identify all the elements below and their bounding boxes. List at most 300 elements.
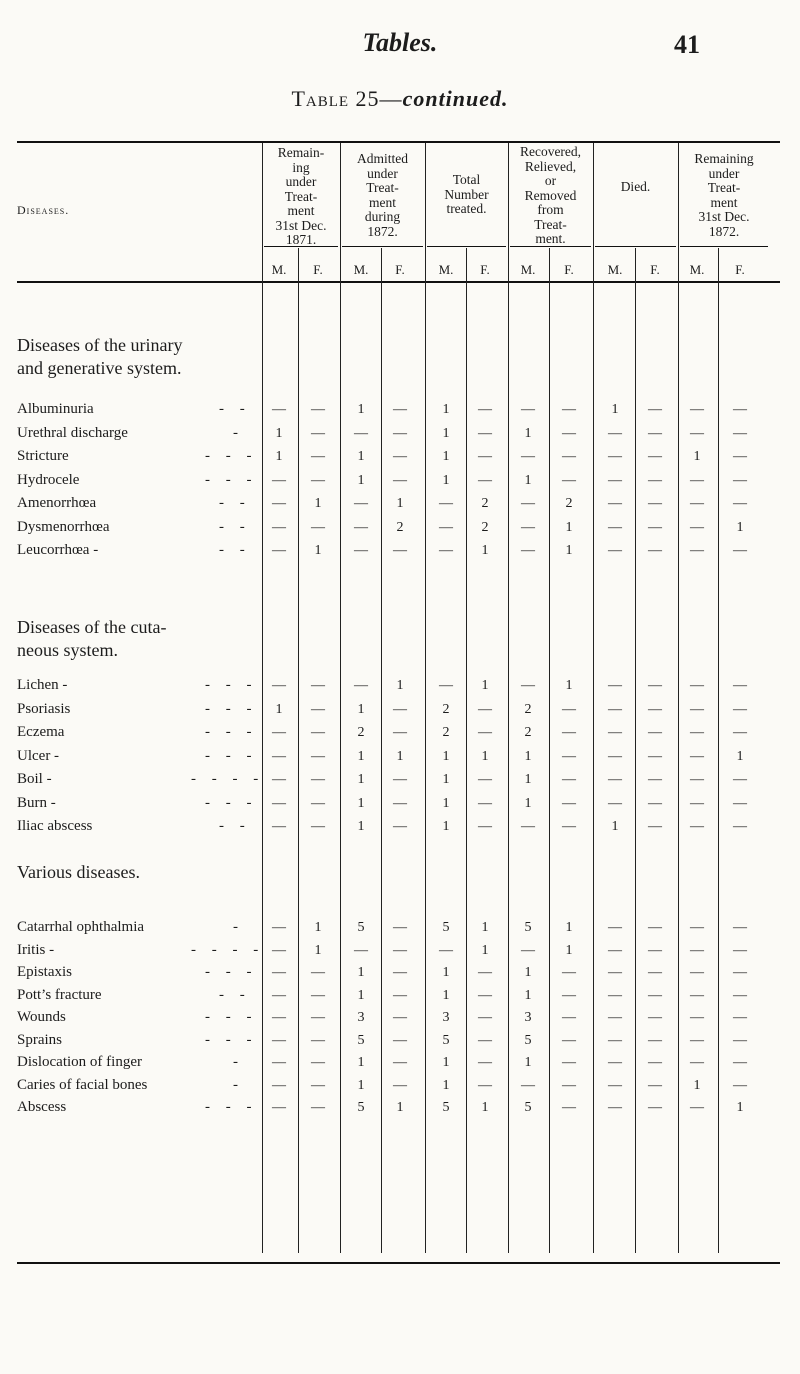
- row-label: Abscess: [17, 1099, 67, 1115]
- table-cell: 1: [357, 748, 365, 764]
- table-cell: —: [562, 425, 576, 441]
- table-cell: —: [648, 701, 662, 717]
- table-cell: —: [478, 795, 492, 811]
- table-cell: 1: [357, 795, 365, 811]
- column-divider: [593, 143, 594, 1253]
- table-cell: —: [648, 965, 662, 980]
- table-cell: 1: [565, 678, 573, 693]
- table-cell: —: [648, 1077, 662, 1093]
- table-cell: 1: [736, 519, 744, 535]
- table-cell: 1: [524, 1055, 532, 1070]
- table-cell: 1: [524, 425, 532, 441]
- table-cell: —: [608, 519, 622, 535]
- table-cell: —: [393, 543, 407, 558]
- table-cell: —: [272, 543, 286, 558]
- table-cell: 1: [442, 772, 450, 787]
- leader-dashes: - - -: [205, 964, 258, 980]
- table-cell: 3: [442, 1010, 450, 1025]
- table-cell: —: [608, 1032, 622, 1048]
- table-cell: —: [393, 701, 407, 717]
- table-cell: —: [478, 1032, 492, 1048]
- table-cell: 1: [357, 965, 365, 980]
- table-cell: 1: [524, 965, 532, 980]
- table-cell: —: [439, 678, 453, 693]
- header-rule: [17, 281, 780, 283]
- group-underline: [427, 246, 506, 247]
- table-cell: —: [608, 1010, 622, 1025]
- table-cell: 1: [357, 1055, 365, 1070]
- table-cell: —: [311, 987, 325, 1003]
- group-header-1: Remain- ing under Treat- ment 31st Dec. 1871.: [275, 145, 327, 247]
- table-cell: 1: [442, 1077, 450, 1093]
- leader-dashes: - -: [219, 518, 251, 535]
- table-caption-continued: continued.: [402, 86, 509, 111]
- table-cell: —: [272, 1032, 286, 1048]
- table-cell: 1: [442, 819, 450, 834]
- table-cell: —: [311, 1100, 325, 1115]
- table-caption: [0, 86, 800, 112]
- table-cell: —: [648, 725, 662, 740]
- table-cell: —: [562, 819, 576, 834]
- row-label: Pott’s fracture: [17, 986, 102, 1003]
- table-cell: —: [690, 987, 704, 1003]
- table-cell: —: [562, 1077, 576, 1093]
- leader-dashes: - -: [219, 401, 251, 417]
- table-cell: —: [733, 425, 747, 441]
- table-cell: —: [648, 519, 662, 535]
- leader-dashes: - -: [219, 818, 251, 834]
- leader-dashes: - - -: [205, 700, 258, 717]
- leader-dashes: - - -: [205, 747, 258, 764]
- row-label: Iliac abscess: [17, 818, 93, 834]
- table-cell: —: [733, 496, 747, 511]
- male-subheader: M.: [607, 262, 623, 277]
- row-label: Psoriasis: [17, 700, 71, 717]
- diseases-column-header: Diseases.: [17, 203, 70, 217]
- table-cell: —: [733, 678, 747, 693]
- table-cell: —: [608, 987, 622, 1003]
- table-cell: —: [562, 795, 576, 811]
- table-cell: —: [648, 748, 662, 764]
- table-cell: —: [690, 1100, 704, 1115]
- table-cell: —: [690, 965, 704, 980]
- table-cell: —: [733, 402, 747, 417]
- female-subheader: F.: [650, 262, 660, 277]
- table-cell: —: [648, 795, 662, 811]
- row-label: Dislocation of finger: [17, 1054, 142, 1070]
- table-cell: —: [311, 701, 325, 717]
- leader-dashes: - - -: [205, 1031, 258, 1048]
- table-cell: —: [439, 496, 453, 511]
- leader-dashes: - -: [219, 495, 251, 511]
- group-underline: [595, 246, 676, 247]
- group-header-3: Total Number treated.: [444, 172, 489, 216]
- table-cell: —: [354, 942, 368, 958]
- table-cell: —: [478, 701, 492, 717]
- table-cell: 5: [442, 920, 450, 935]
- table-cell: —: [272, 496, 286, 511]
- table-cell: 1: [442, 402, 450, 417]
- table-cell: —: [690, 472, 704, 488]
- row-label: Stricture: [17, 448, 69, 464]
- table-cell: —: [311, 1032, 325, 1048]
- table-cell: —: [608, 678, 622, 693]
- running-head-title: Tables.: [362, 28, 438, 57]
- table-cell: 1: [357, 449, 365, 464]
- table-cell: —: [648, 449, 662, 464]
- table-cell: —: [354, 496, 368, 511]
- table-cell: 1: [565, 543, 573, 558]
- table-cell: —: [608, 496, 622, 511]
- table-cell: 1: [442, 987, 450, 1003]
- table-cell: —: [690, 748, 704, 764]
- table-cell: —: [608, 701, 622, 717]
- table-cell: —: [562, 402, 576, 417]
- table-top-rule: [17, 141, 780, 143]
- table-cell: —: [393, 449, 407, 464]
- table-cell: —: [393, 942, 407, 958]
- table-cell: —: [272, 725, 286, 740]
- table-cell: 2: [524, 701, 532, 717]
- table-cell: 1: [524, 748, 532, 764]
- table-cell: —: [690, 425, 704, 441]
- row-label: Iritis -: [17, 941, 55, 958]
- table-cell: —: [648, 678, 662, 693]
- table-cell: 1: [693, 1077, 701, 1093]
- male-subheader: M.: [271, 262, 287, 277]
- table-cell: —: [648, 402, 662, 417]
- table-cell: —: [393, 795, 407, 811]
- leader-dashes: - - - -: [191, 771, 265, 787]
- table-cell: 1: [275, 701, 283, 717]
- table-cell: —: [393, 472, 407, 488]
- table-cell: 1: [481, 748, 489, 764]
- table-cell: —: [690, 496, 704, 511]
- table-cell: 5: [524, 1100, 532, 1115]
- table-cell: —: [272, 1077, 286, 1093]
- table-cell: —: [272, 1100, 286, 1115]
- table-cell: —: [648, 425, 662, 441]
- table-cell: —: [272, 920, 286, 935]
- table-cell: 5: [357, 1032, 365, 1048]
- table-cell: 5: [357, 1100, 365, 1115]
- table-cell: —: [608, 795, 622, 811]
- table-cell: —: [521, 678, 535, 693]
- row-label: Caries of facial bones: [17, 1076, 148, 1093]
- table-cell: —: [733, 1032, 747, 1048]
- table-cell: —: [393, 987, 407, 1003]
- leader-dashes: - - - -: [191, 941, 265, 958]
- table-cell: —: [690, 701, 704, 717]
- table-cell: 1: [442, 1055, 450, 1070]
- table-cell: —: [478, 425, 492, 441]
- table-cell: —: [608, 1055, 622, 1070]
- table-cell: —: [272, 1055, 286, 1070]
- table-cell: 1: [357, 772, 365, 787]
- table-cell: —: [311, 1010, 325, 1025]
- table-cell: —: [521, 402, 535, 417]
- table-cell: —: [478, 402, 492, 417]
- table-cell: —: [608, 965, 622, 980]
- table-cell: —: [521, 519, 535, 535]
- table-cell: 2: [442, 701, 450, 717]
- table-cell: —: [562, 472, 576, 488]
- table-cell: —: [648, 920, 662, 935]
- group-header-6: Remaining under Treat- ment 31st Dec. 1872.: [694, 151, 754, 239]
- table-cell: —: [733, 701, 747, 717]
- table-cell: —: [608, 772, 622, 787]
- table-cell: —: [272, 748, 286, 764]
- table-cell: —: [478, 1010, 492, 1025]
- table-cell: —: [648, 1010, 662, 1025]
- table-cell: —: [354, 519, 368, 535]
- table-cell: —: [478, 449, 492, 464]
- table-cell: —: [648, 1032, 662, 1048]
- leader-dashes: - - -: [205, 471, 258, 488]
- table-cell: 1: [357, 402, 365, 417]
- leader-dashes: - -: [219, 542, 251, 558]
- table-cell: —: [272, 795, 286, 811]
- table-cell: 5: [524, 920, 532, 935]
- leader-dashes: -: [233, 1076, 244, 1093]
- table-cell: 1: [481, 543, 489, 558]
- table-cell: —: [272, 987, 286, 1003]
- table-cell: 1: [524, 472, 532, 488]
- table-cell: —: [393, 1010, 407, 1025]
- section-heading: Diseases of the urinary and generative system.: [17, 335, 183, 378]
- table-cell: —: [608, 1077, 622, 1093]
- female-subheader: F.: [735, 262, 745, 277]
- male-subheader: M.: [353, 262, 369, 277]
- table-cell: 2: [565, 496, 573, 511]
- table-cell: —: [478, 772, 492, 787]
- leader-dashes: -: [233, 424, 244, 441]
- table-cell: —: [608, 543, 622, 558]
- table-cell: —: [272, 519, 286, 535]
- table-cell: —: [521, 543, 535, 558]
- section-heading: Diseases of the cuta- neous system.: [17, 617, 167, 660]
- table-cell: 1: [442, 965, 450, 980]
- table-cell: —: [608, 425, 622, 441]
- row-label: Eczema: [17, 724, 65, 740]
- table-cell: 1: [396, 496, 404, 511]
- table-cell: 1: [396, 748, 404, 764]
- table-cell: —: [733, 772, 747, 787]
- table-cell: —: [478, 1077, 492, 1093]
- table-cell: —: [311, 725, 325, 740]
- table-cell: —: [648, 496, 662, 511]
- table-cell: —: [393, 1032, 407, 1048]
- table-cell: 1: [442, 425, 450, 441]
- table-cell: —: [393, 965, 407, 980]
- male-subheader: M.: [689, 262, 705, 277]
- row-label: Wounds: [17, 1009, 66, 1025]
- table-cell: —: [562, 772, 576, 787]
- table-cell: 2: [481, 519, 489, 535]
- table-cell: —: [311, 1055, 325, 1070]
- table-cell: —: [393, 920, 407, 935]
- leader-dashes: - - -: [205, 1009, 258, 1025]
- table-cell: —: [311, 772, 325, 787]
- table-cell: 1: [314, 496, 322, 511]
- table-cell: —: [478, 472, 492, 488]
- group-underline: [342, 246, 423, 247]
- table-cell: —: [608, 1100, 622, 1115]
- leader-dashes: - - -: [205, 724, 258, 740]
- table-cell: —: [608, 725, 622, 740]
- row-label: Urethral discharge: [17, 424, 128, 441]
- table-cell: —: [562, 987, 576, 1003]
- table-cell: —: [393, 1055, 407, 1070]
- row-label: Epistaxis: [17, 964, 72, 980]
- row-label: Lichen -: [17, 677, 68, 693]
- table-cell: —: [311, 472, 325, 488]
- row-label: Albuminuria: [17, 401, 94, 417]
- table-cell: —: [562, 701, 576, 717]
- table-cell: —: [690, 1032, 704, 1048]
- table-cell: —: [272, 472, 286, 488]
- table-cell: —: [521, 1077, 535, 1093]
- table-bottom-rule: [17, 1262, 780, 1264]
- table-cell: —: [690, 678, 704, 693]
- leader-dashes: - - -: [205, 794, 258, 811]
- table-cell: —: [733, 920, 747, 935]
- table-cell: —: [648, 1055, 662, 1070]
- row-label: Boil -: [17, 771, 52, 787]
- table-cell: 1: [442, 748, 450, 764]
- table-cell: 2: [357, 725, 365, 740]
- table-cell: 2: [481, 496, 489, 511]
- table-cell: 1: [357, 701, 365, 717]
- table-cell: —: [521, 942, 535, 958]
- table-cell: —: [272, 819, 286, 834]
- row-label: Leucorrhœa -: [17, 542, 99, 558]
- row-label: Hydrocele: [17, 471, 80, 488]
- table-cell: —: [608, 942, 622, 958]
- table-cell: 1: [611, 402, 619, 417]
- table-cell: —: [690, 519, 704, 535]
- table-cell: 2: [396, 519, 404, 535]
- table-cell: —: [733, 819, 747, 834]
- table-cell: —: [733, 1010, 747, 1025]
- table-cell: 1: [565, 920, 573, 935]
- table-cell: —: [311, 402, 325, 417]
- table-cell: 1: [314, 942, 322, 958]
- table-cell: —: [354, 678, 368, 693]
- group-header-2: Admitted under Treat- ment during 1872.: [357, 151, 408, 239]
- table-cell: —: [648, 772, 662, 787]
- table-cell: —: [733, 543, 747, 558]
- table-cell: 1: [736, 748, 744, 764]
- female-subheader: F.: [313, 262, 323, 277]
- table-cell: 5: [524, 1032, 532, 1048]
- row-label: Catarrhal ophthalmia: [17, 919, 145, 935]
- table-cell: —: [608, 920, 622, 935]
- table-cell: 1: [314, 920, 322, 935]
- table-cell: 1: [357, 1077, 365, 1093]
- table-caption-prefix: Table 25—: [291, 86, 403, 111]
- table-cell: —: [648, 819, 662, 834]
- table-cell: —: [393, 425, 407, 441]
- table-cell: —: [690, 1010, 704, 1025]
- table-cell: —: [690, 543, 704, 558]
- table-cell: —: [562, 965, 576, 980]
- table-cell: 2: [442, 725, 450, 740]
- page-number: 41: [674, 30, 700, 59]
- table-cell: —: [562, 1100, 576, 1115]
- table-cell: —: [648, 987, 662, 1003]
- table-cell: —: [311, 1077, 325, 1093]
- table-cell: —: [733, 942, 747, 958]
- table-cell: —: [272, 402, 286, 417]
- leader-dashes: -: [233, 919, 244, 935]
- table-cell: 1: [611, 819, 619, 834]
- table-cell: —: [354, 543, 368, 558]
- table-cell: —: [608, 449, 622, 464]
- male-subheader: M.: [438, 262, 454, 277]
- row-label: Amenorrhœa: [17, 495, 97, 511]
- table-cell: 1: [524, 795, 532, 811]
- table-cell: 1: [481, 1100, 489, 1115]
- table-cell: 1: [524, 772, 532, 787]
- table-cell: —: [393, 402, 407, 417]
- table-cell: 2: [524, 725, 532, 740]
- table-cell: —: [311, 449, 325, 464]
- leader-dashes: - -: [219, 986, 251, 1003]
- female-subheader: F.: [395, 262, 405, 277]
- leader-dashes: -: [233, 1054, 244, 1070]
- table-cell: —: [562, 449, 576, 464]
- table-cell: —: [439, 519, 453, 535]
- table-cell: —: [439, 543, 453, 558]
- table-cell: —: [733, 795, 747, 811]
- table-cell: —: [690, 1055, 704, 1070]
- table-cell: —: [733, 449, 747, 464]
- table-cell: —: [272, 942, 286, 958]
- table-cell: 1: [357, 472, 365, 488]
- table-cell: —: [521, 819, 535, 834]
- table-cell: —: [733, 725, 747, 740]
- table-cell: —: [311, 819, 325, 834]
- table-cell: —: [272, 1010, 286, 1025]
- table-cell: 5: [357, 920, 365, 935]
- table-cell: 1: [357, 819, 365, 834]
- table-cell: 1: [481, 942, 489, 958]
- table-cell: —: [562, 725, 576, 740]
- table-cell: —: [272, 678, 286, 693]
- table-cell: —: [272, 965, 286, 980]
- table-cell: —: [393, 725, 407, 740]
- leader-dashes: - - -: [205, 1099, 258, 1115]
- column-divider: [718, 248, 719, 1253]
- group-header-4: Recovered, Relieved, or Removed from Treat- ment.: [519, 144, 582, 246]
- table-cell: —: [393, 819, 407, 834]
- table-cell: —: [733, 965, 747, 980]
- table-cell: —: [478, 987, 492, 1003]
- table-cell: —: [311, 795, 325, 811]
- table-cell: 1: [565, 519, 573, 535]
- table-cell: 1: [481, 920, 489, 935]
- table-cell: —: [562, 748, 576, 764]
- leader-dashes: - - -: [205, 677, 258, 693]
- table-cell: —: [648, 472, 662, 488]
- row-label: Dysmenorrhœa: [17, 518, 110, 535]
- table-cell: 1: [275, 425, 283, 441]
- table-cell: —: [311, 965, 325, 980]
- table-cell: —: [311, 425, 325, 441]
- table-cell: —: [478, 965, 492, 980]
- table-cell: —: [648, 1100, 662, 1115]
